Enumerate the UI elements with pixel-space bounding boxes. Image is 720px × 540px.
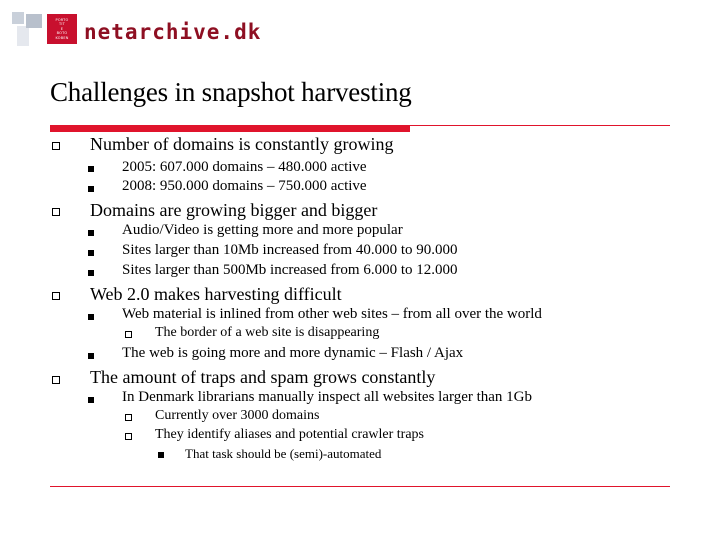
bullet-item: Web material is inlined from other web sites – from all over the world — [122, 306, 542, 322]
bullet-item: Web 2.0 makes harvesting difficult — [90, 284, 342, 304]
solid-square-bullet-icon — [88, 230, 94, 236]
bullet-item: They identify aliases and potential crawler traps — [155, 427, 425, 442]
title-underline-thick — [50, 125, 410, 132]
slide-title: Challenges in snapshot harvesting — [50, 77, 412, 107]
solid-square-bullet-icon — [88, 314, 94, 320]
bullet-item: The border of a web site is disappearing — [155, 325, 380, 340]
library-logo: PORTO TIT E BOTO KOBEN — [47, 14, 77, 44]
solid-square-bullet-icon — [88, 186, 94, 192]
hollow-square-bullet-icon — [125, 331, 132, 338]
hollow-square-bullet-icon — [125, 433, 132, 440]
bullet-item: Sites larger than 500Mb increased from 6.000 to 12.000 — [122, 262, 458, 278]
bullet-item: 2008: 950.000 domains – 750.000 active — [122, 178, 367, 194]
bullet-item: Sites larger than 10Mb increased from 40.000 to 90.000 — [122, 242, 458, 258]
hollow-square-bullet-icon — [52, 376, 60, 384]
hollow-square-bullet-icon — [52, 292, 60, 300]
hollow-square-bullet-icon — [125, 414, 132, 421]
brand-name: netarchive.dk — [84, 20, 262, 44]
bullet-item: Currently over 3000 domains — [155, 408, 320, 423]
bullet-item: That task should be (semi)-automated — [185, 446, 382, 461]
hollow-square-bullet-icon — [52, 208, 60, 216]
bullet-item: In Denmark librarians manually inspect all websites larger than 1Gb — [122, 389, 533, 405]
bullet-item: The amount of traps and spam grows constantly — [90, 367, 436, 387]
solid-square-bullet-icon — [88, 250, 94, 256]
solid-square-bullet-icon — [88, 397, 94, 403]
logo-squares-icon — [12, 12, 52, 52]
title-underline-thin — [410, 125, 670, 126]
hollow-square-bullet-icon — [52, 142, 60, 150]
solid-square-bullet-icon — [88, 166, 94, 172]
bullet-item: Domains are growing bigger and bigger — [90, 200, 378, 220]
footer-rule — [50, 486, 670, 487]
solid-square-bullet-icon — [88, 353, 94, 359]
bullet-item: Number of domains is constantly growing — [90, 134, 394, 154]
bullet-item: 2005: 607.000 domains – 480.000 active — [122, 159, 367, 175]
bullet-item: Audio/Video is getting more and more popular — [122, 222, 403, 238]
solid-square-bullet-icon — [158, 452, 164, 458]
bullet-item: The web is going more and more dynamic – Flash / Ajax — [122, 345, 464, 361]
solid-square-bullet-icon — [88, 270, 94, 276]
